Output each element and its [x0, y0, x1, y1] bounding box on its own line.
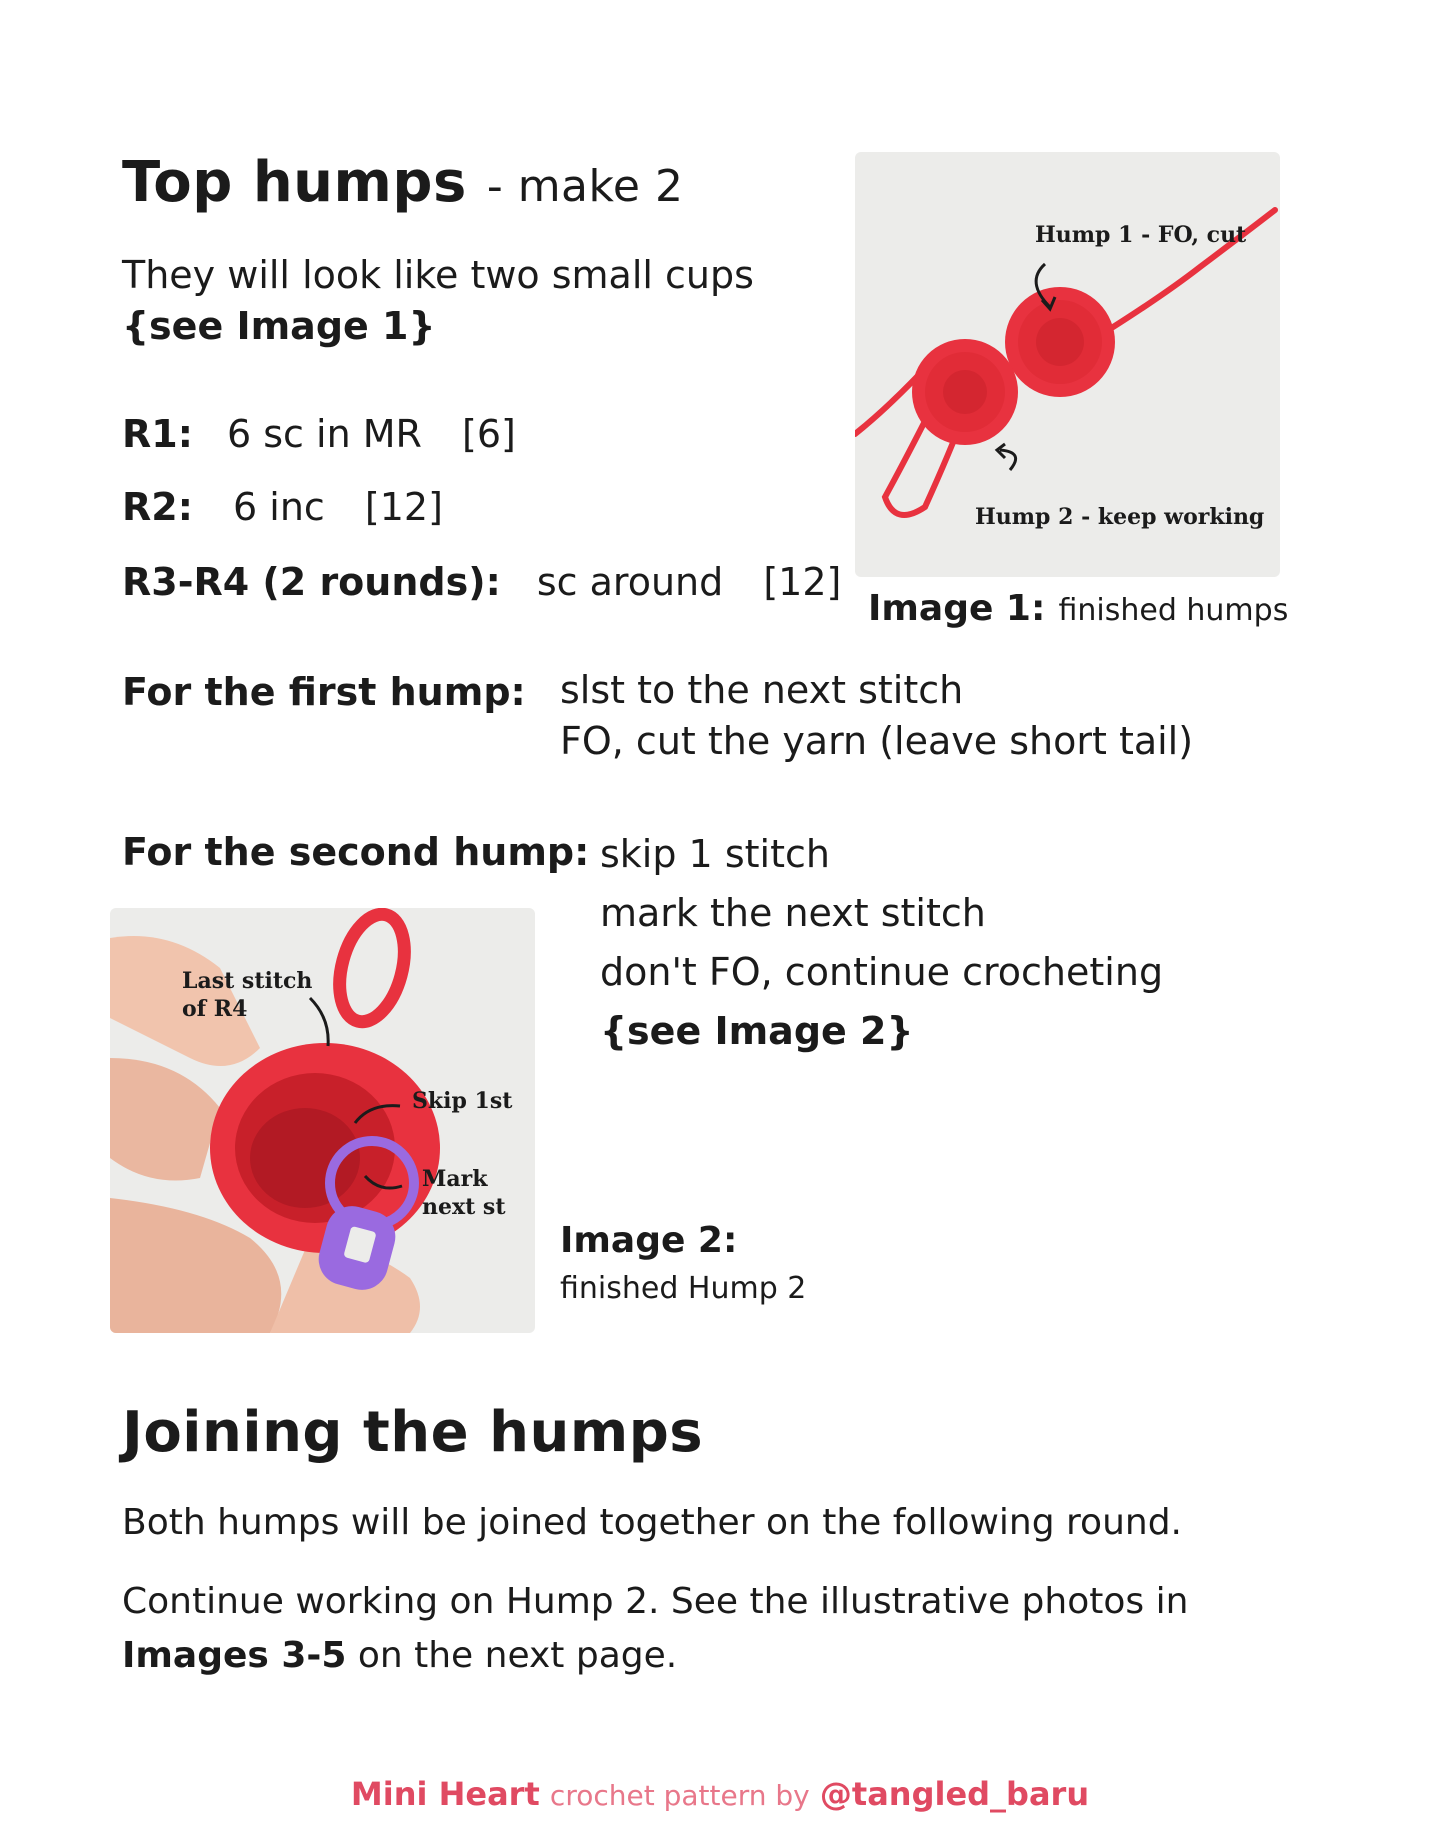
section-title-joining: Joining the humps [122, 1400, 704, 1465]
image2-photo [110, 908, 535, 1333]
image2-ref: {see Image 2} [600, 1009, 914, 1053]
image1-photo [855, 152, 1280, 577]
stitch-count: [6] [462, 412, 516, 456]
section-title-top-humps [122, 150, 683, 215]
round-r1 [122, 412, 516, 456]
annotation-last-stitch: Last stitch [182, 968, 313, 994]
stitch-count: [12] [364, 485, 443, 529]
intro-image-ref: {see Image 1} [122, 304, 436, 349]
title-suffix: - make 2 [486, 161, 684, 212]
images-ref: Images 3-5 [122, 1635, 347, 1676]
caption-label: Image 2: [560, 1220, 738, 1261]
caption-text: finished Hump 2 [560, 1271, 807, 1306]
round-instruction: sc around [536, 560, 724, 604]
round-r2 [122, 485, 443, 529]
annotation-mark: Mark [422, 1166, 488, 1192]
intro-line: They will look like two small cups [122, 253, 754, 297]
round-label: R1: [122, 412, 193, 456]
step-line: mark the next stitch [600, 891, 986, 935]
joining-paragraph-2 [122, 1575, 1188, 1683]
round-r3-r4 [122, 560, 841, 604]
step-line: skip 1 stitch [600, 832, 830, 876]
round-label: R3-R4 (2 rounds): [122, 560, 501, 604]
joining-paragraph-1: Both humps will be joined together on the following round. [122, 1502, 1182, 1543]
footer-brand: Mini Heart [350, 1775, 540, 1813]
first-hump-steps [560, 665, 1193, 768]
round-instruction: 6 sc in MR [227, 412, 422, 456]
annotation-skip: Skip 1st [412, 1088, 513, 1114]
annotation-hump1: Hump 1 - FO, cut [1035, 222, 1247, 248]
second-hump-steps [600, 825, 1163, 1061]
image1-caption [868, 588, 1288, 629]
caption-text: finished humps [1058, 593, 1289, 628]
round-label: R2: [122, 485, 193, 529]
paragraph-line: Continue working on Hump 2. See the illustrative photos in [122, 1581, 1189, 1622]
finished-humps-illustration [855, 152, 1280, 577]
image2-caption [560, 1220, 806, 1306]
paragraph-line-end: on the next page. [357, 1635, 678, 1676]
footer-handle[interactable]: @tangled_baru [819, 1775, 1090, 1813]
first-hump-label: For the first hump: [122, 670, 526, 714]
step-line: slst to the next stitch [560, 668, 964, 712]
annotation-hump2: Hump 2 - keep working [975, 504, 1265, 530]
title-text: Top humps [122, 150, 467, 215]
caption-label: Image 1: [868, 588, 1046, 629]
footer-byline: crochet pattern by [549, 1779, 810, 1812]
annotation-last-stitch-round: of R4 [182, 996, 248, 1022]
finished-hump2-illustration [110, 908, 535, 1333]
annotation-mark-next: next st [422, 1194, 506, 1220]
step-line: FO, cut the yarn (leave short tail) [560, 719, 1194, 764]
stitch-count: [12] [763, 560, 842, 604]
round-instruction: 6 inc [233, 485, 325, 529]
intro-text [122, 250, 754, 353]
second-hump-label: For the second hump: [122, 830, 590, 874]
step-line: don't FO, continue crocheting [600, 950, 1164, 994]
footer [0, 1775, 1440, 1813]
